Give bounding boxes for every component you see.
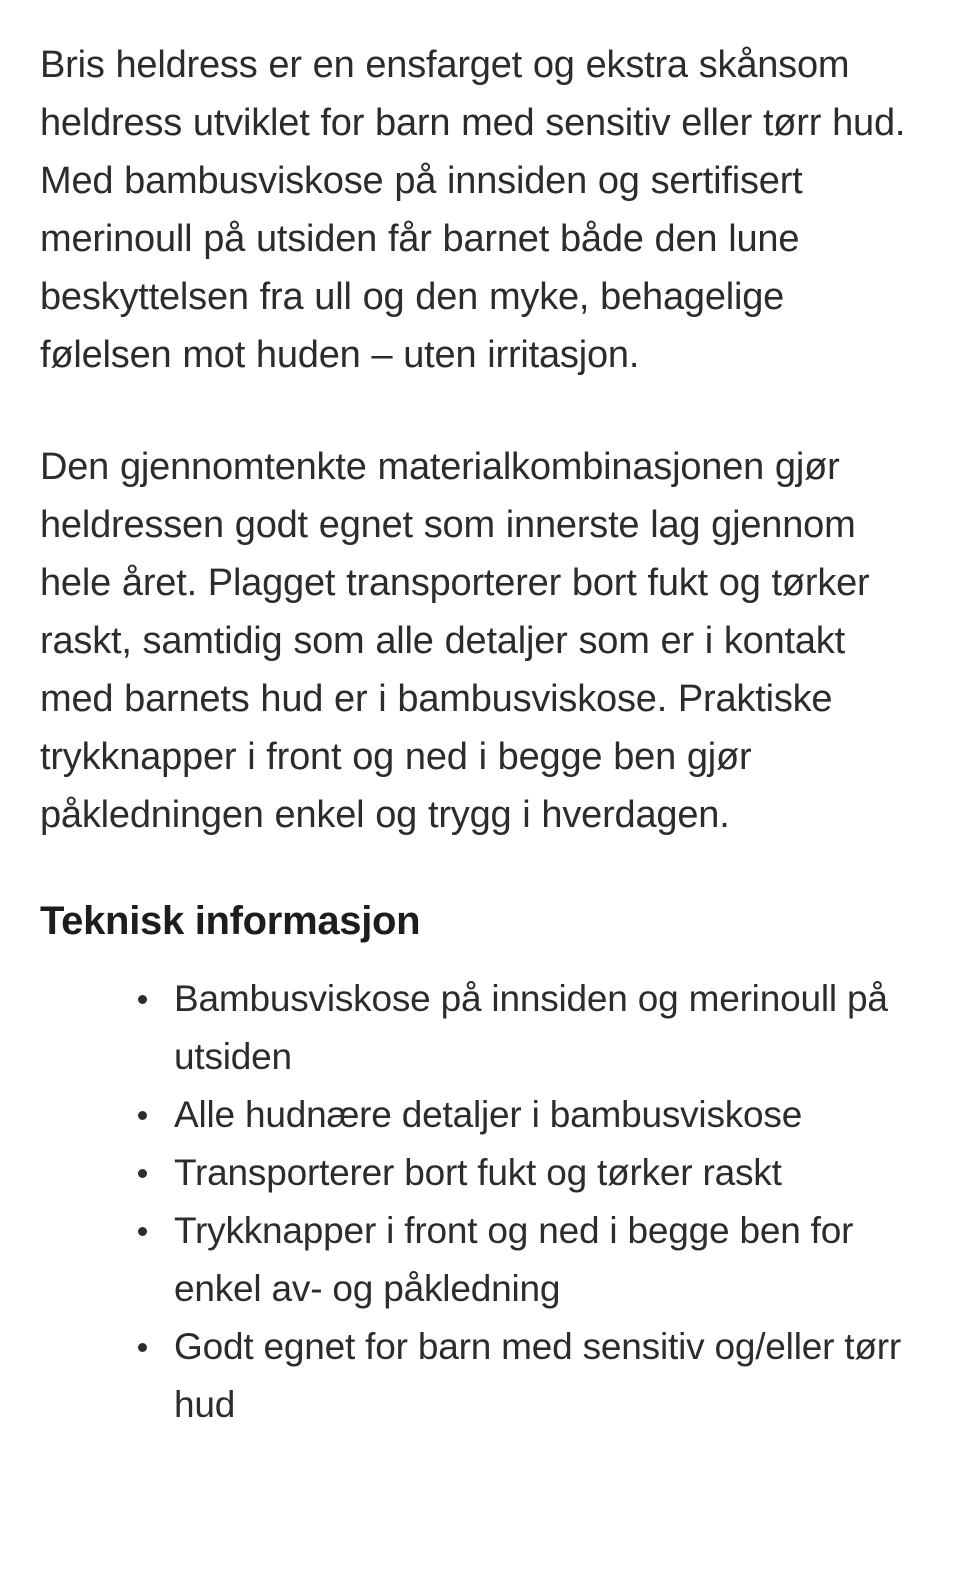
description-paragraph-1: Bris heldress er en ensfarget og ekstra skånsom heldress utviklet for barn med sensitiv eller tørr hud. Med bambusviskose på innsiden og sertifisert merinoull på utsiden får barnet både den lune beskyttelsen fra ull og den myke, behagelige følelsen mot huden – uten irritasjon. <box>40 44 906 376</box>
description-paragraph-2: Den gjennomtenkte materialkombinasjonen gjør heldressen godt egnet som innerste lag gjennom hele året. Plagget transporterer bort fukt og tørker raskt, samtidig som alle detaljer som er i kontakt med barnets hud er i bambusviskose. Praktiske trykknapper i front og ned i begge ben gjør påkledningen enkel og trygg i hverdagen. <box>40 446 870 836</box>
list-item-label: Godt egnet for barn med sensitiv og/eller tørr hud <box>174 1326 902 1425</box>
technical-info-heading: Teknisk informasjon <box>40 899 421 943</box>
product-description-section <box>40 36 908 844</box>
bullet-icon <box>138 1169 147 1178</box>
bullet-icon <box>138 1343 147 1352</box>
list-item-label: Trykknapper i front og ned i begge ben for enkel av- og påkledning <box>174 1210 854 1309</box>
list-item <box>138 970 908 1086</box>
bullet-icon <box>138 1227 147 1236</box>
list-item-label: Alle hudnære detaljer i bambusviskose <box>174 1094 803 1135</box>
list-item <box>138 1086 908 1144</box>
list-item-label: Bambusviskose på innsiden og merinoull på utsiden <box>174 978 888 1077</box>
list-item <box>138 1144 908 1202</box>
list-item <box>138 1318 908 1434</box>
technical-info-list <box>40 970 908 1434</box>
bullet-icon <box>138 1111 147 1120</box>
list-item-label: Transporterer bort fukt og tørker raskt <box>174 1152 782 1193</box>
list-item <box>138 1202 908 1318</box>
bullet-icon <box>138 995 147 1004</box>
